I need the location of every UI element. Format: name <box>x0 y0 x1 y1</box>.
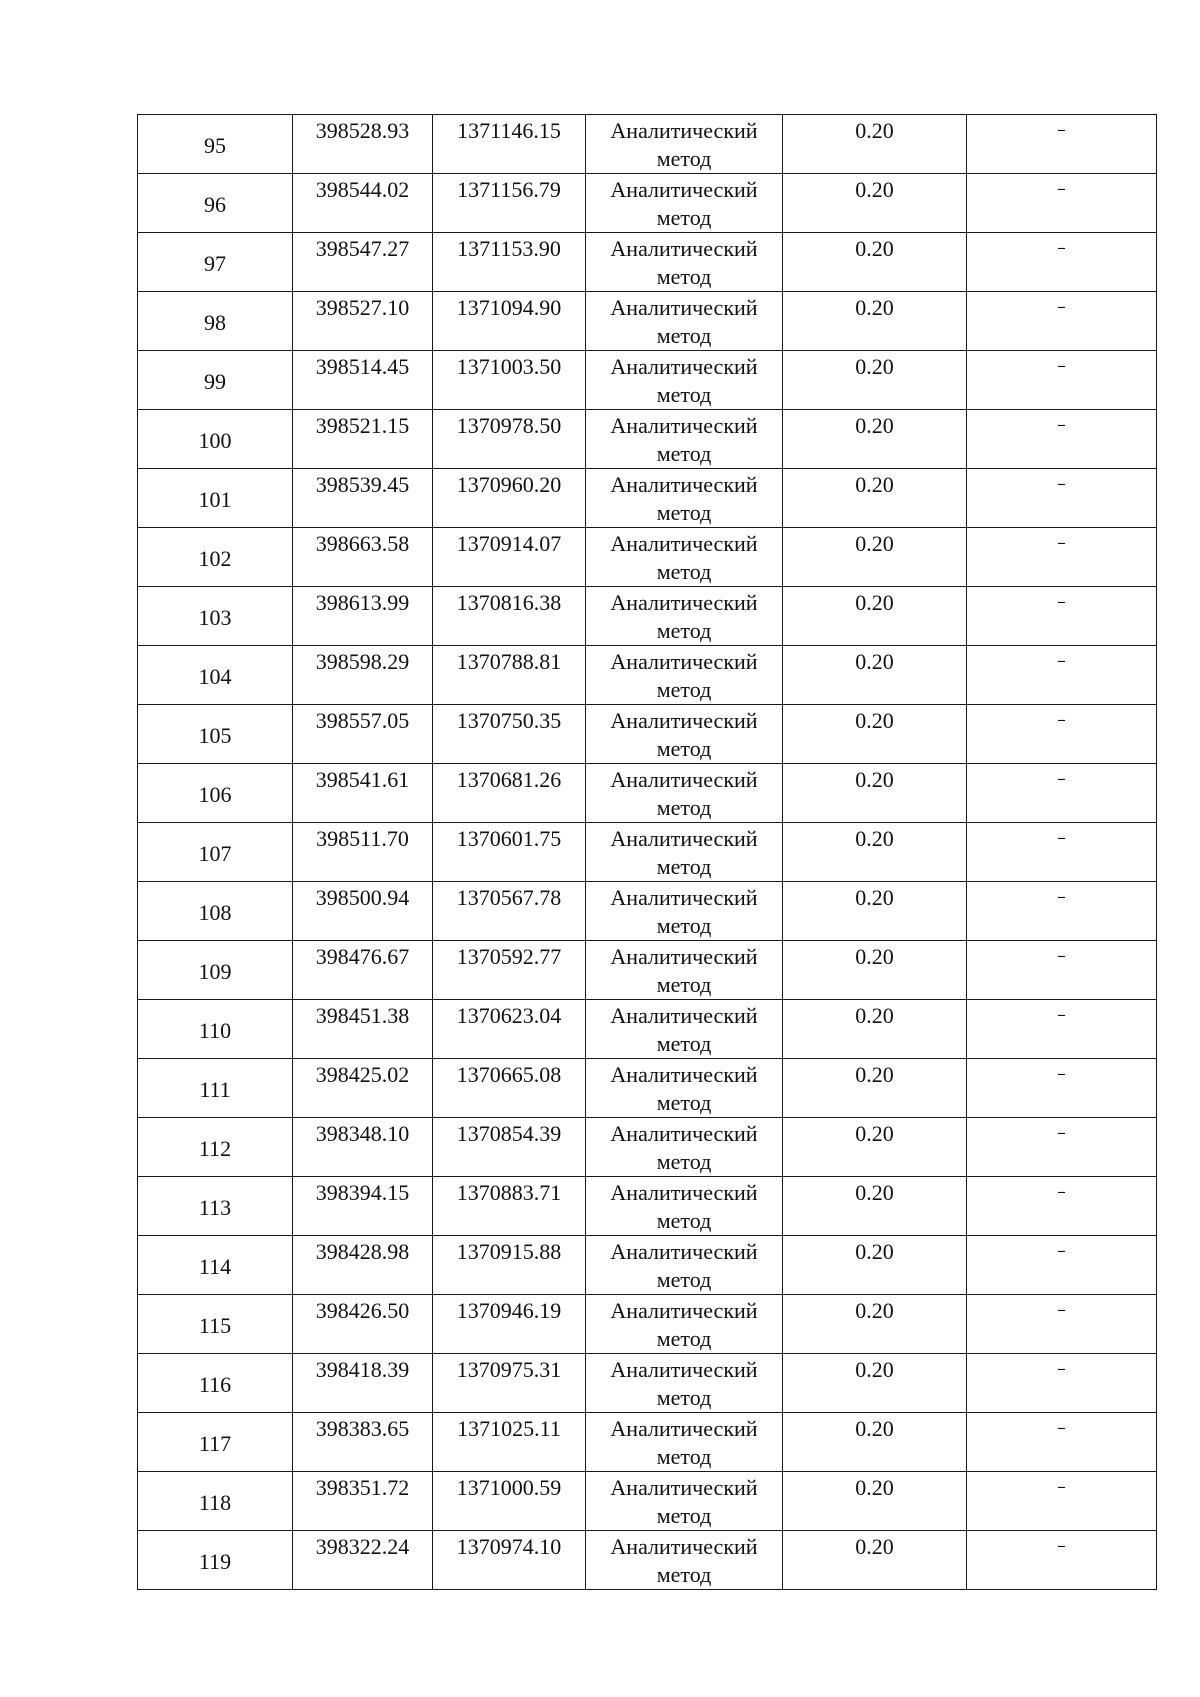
point-number-cell: 112 <box>138 1118 293 1177</box>
note-dash-cell: – <box>967 351 1157 410</box>
accuracy-cell: 0.20 <box>783 292 967 351</box>
method-cell <box>586 233 783 292</box>
table-row <box>138 1059 1157 1118</box>
y-coordinate-cell: 1370750.35 <box>433 705 586 764</box>
table-row <box>138 528 1157 587</box>
x-coordinate-cell: 398514.45 <box>293 351 433 410</box>
note-dash-cell: – <box>967 410 1157 469</box>
note-dash-cell: – <box>967 823 1157 882</box>
note-dash-cell: – <box>967 1413 1157 1472</box>
point-number-cell: 100 <box>138 410 293 469</box>
point-number-cell: 106 <box>138 764 293 823</box>
table-row <box>138 1177 1157 1236</box>
x-coordinate-cell: 398527.10 <box>293 292 433 351</box>
point-number-cell: 109 <box>138 941 293 1000</box>
note-dash-cell: – <box>967 1295 1157 1354</box>
table-row <box>138 705 1157 764</box>
method-cell <box>586 351 783 410</box>
method-text: Аналитический метод <box>610 1416 758 1469</box>
y-coordinate-cell: 1370914.07 <box>433 528 586 587</box>
y-coordinate-cell: 1370665.08 <box>433 1059 586 1118</box>
accuracy-cell: 0.20 <box>783 1472 967 1531</box>
method-cell <box>586 115 783 174</box>
method-text: Аналитический метод <box>610 1239 758 1292</box>
x-coordinate-cell: 398476.67 <box>293 941 433 1000</box>
x-coordinate-cell: 398521.15 <box>293 410 433 469</box>
accuracy-cell: 0.20 <box>783 1413 967 1472</box>
accuracy-cell: 0.20 <box>783 941 967 1000</box>
point-number-cell: 103 <box>138 587 293 646</box>
x-coordinate-cell: 398663.58 <box>293 528 433 587</box>
x-coordinate-cell: 398383.65 <box>293 1413 433 1472</box>
y-coordinate-cell: 1370974.10 <box>433 1531 586 1590</box>
x-coordinate-cell: 398500.94 <box>293 882 433 941</box>
method-text: Аналитический метод <box>610 1534 758 1587</box>
accuracy-cell: 0.20 <box>783 410 967 469</box>
note-dash-cell: – <box>967 1472 1157 1531</box>
point-number-cell: 115 <box>138 1295 293 1354</box>
accuracy-cell: 0.20 <box>783 823 967 882</box>
y-coordinate-cell: 1371025.11 <box>433 1413 586 1472</box>
note-dash-cell: – <box>967 469 1157 528</box>
point-number-cell: 99 <box>138 351 293 410</box>
note-dash-cell: – <box>967 1059 1157 1118</box>
point-number-cell: 117 <box>138 1413 293 1472</box>
method-cell <box>586 882 783 941</box>
table-row <box>138 292 1157 351</box>
y-coordinate-cell: 1371156.79 <box>433 174 586 233</box>
y-coordinate-cell: 1371153.90 <box>433 233 586 292</box>
x-coordinate-cell: 398418.39 <box>293 1354 433 1413</box>
note-dash-cell: – <box>967 646 1157 705</box>
point-number-cell: 113 <box>138 1177 293 1236</box>
y-coordinate-cell: 1370975.31 <box>433 1354 586 1413</box>
y-coordinate-cell: 1370681.26 <box>433 764 586 823</box>
x-coordinate-cell: 398394.15 <box>293 1177 433 1236</box>
note-dash-cell: – <box>967 1177 1157 1236</box>
table-row <box>138 823 1157 882</box>
x-coordinate-cell: 398613.99 <box>293 587 433 646</box>
method-cell <box>586 174 783 233</box>
method-cell <box>586 1118 783 1177</box>
y-coordinate-cell: 1370854.39 <box>433 1118 586 1177</box>
method-cell <box>586 1413 783 1472</box>
table-row <box>138 469 1157 528</box>
table-row <box>138 941 1157 1000</box>
accuracy-cell: 0.20 <box>783 1177 967 1236</box>
note-dash-cell: – <box>967 233 1157 292</box>
y-coordinate-cell: 1370960.20 <box>433 469 586 528</box>
table-row <box>138 1236 1157 1295</box>
y-coordinate-cell: 1370915.88 <box>433 1236 586 1295</box>
x-coordinate-cell: 398547.27 <box>293 233 433 292</box>
accuracy-cell: 0.20 <box>783 174 967 233</box>
method-cell <box>586 1354 783 1413</box>
accuracy-cell: 0.20 <box>783 646 967 705</box>
accuracy-cell: 0.20 <box>783 469 967 528</box>
note-dash-cell: – <box>967 174 1157 233</box>
coordinates-table-body <box>138 115 1157 1590</box>
x-coordinate-cell: 398428.98 <box>293 1236 433 1295</box>
point-number-cell: 107 <box>138 823 293 882</box>
accuracy-cell: 0.20 <box>783 351 967 410</box>
point-number-cell: 95 <box>138 115 293 174</box>
table-row <box>138 1531 1157 1590</box>
method-text: Аналитический метод <box>610 944 758 997</box>
method-text: Аналитический метод <box>610 1298 758 1351</box>
method-text: Аналитический метод <box>610 118 758 171</box>
method-text: Аналитический метод <box>610 472 758 525</box>
point-number-cell: 116 <box>138 1354 293 1413</box>
point-number-cell: 111 <box>138 1059 293 1118</box>
table-row <box>138 1354 1157 1413</box>
note-dash-cell: – <box>967 1531 1157 1590</box>
x-coordinate-cell: 398348.10 <box>293 1118 433 1177</box>
table-row <box>138 882 1157 941</box>
table-row <box>138 587 1157 646</box>
method-text: Аналитический метод <box>610 531 758 584</box>
table-row <box>138 410 1157 469</box>
y-coordinate-cell: 1370946.19 <box>433 1295 586 1354</box>
note-dash-cell: – <box>967 292 1157 351</box>
note-dash-cell: – <box>967 115 1157 174</box>
x-coordinate-cell: 398425.02 <box>293 1059 433 1118</box>
table-row <box>138 764 1157 823</box>
method-text: Аналитический метод <box>610 1121 758 1174</box>
method-text: Аналитический метод <box>610 295 758 348</box>
method-cell <box>586 1236 783 1295</box>
y-coordinate-cell: 1370592.77 <box>433 941 586 1000</box>
method-text: Аналитический метод <box>610 236 758 289</box>
method-cell <box>586 705 783 764</box>
x-coordinate-cell: 398511.70 <box>293 823 433 882</box>
accuracy-cell: 0.20 <box>783 233 967 292</box>
note-dash-cell: – <box>967 587 1157 646</box>
point-number-cell: 98 <box>138 292 293 351</box>
method-cell <box>586 1295 783 1354</box>
table-row <box>138 115 1157 174</box>
x-coordinate-cell: 398539.45 <box>293 469 433 528</box>
point-number-cell: 97 <box>138 233 293 292</box>
method-cell <box>586 764 783 823</box>
method-text: Аналитический метод <box>610 1003 758 1056</box>
method-cell <box>586 587 783 646</box>
y-coordinate-cell: 1370883.71 <box>433 1177 586 1236</box>
y-coordinate-cell: 1370788.81 <box>433 646 586 705</box>
note-dash-cell: – <box>967 1236 1157 1295</box>
table-row <box>138 174 1157 233</box>
y-coordinate-cell: 1370978.50 <box>433 410 586 469</box>
note-dash-cell: – <box>967 1354 1157 1413</box>
note-dash-cell: – <box>967 1000 1157 1059</box>
y-coordinate-cell: 1370567.78 <box>433 882 586 941</box>
accuracy-cell: 0.20 <box>783 1000 967 1059</box>
accuracy-cell: 0.20 <box>783 587 967 646</box>
x-coordinate-cell: 398557.05 <box>293 705 433 764</box>
method-cell <box>586 1000 783 1059</box>
method-cell <box>586 1059 783 1118</box>
point-number-cell: 102 <box>138 528 293 587</box>
x-coordinate-cell: 398451.38 <box>293 1000 433 1059</box>
y-coordinate-cell: 1371000.59 <box>433 1472 586 1531</box>
method-text: Аналитический метод <box>610 826 758 879</box>
accuracy-cell: 0.20 <box>783 1354 967 1413</box>
accuracy-cell: 0.20 <box>783 705 967 764</box>
point-number-cell: 110 <box>138 1000 293 1059</box>
point-number-cell: 114 <box>138 1236 293 1295</box>
point-number-cell: 119 <box>138 1531 293 1590</box>
point-number-cell: 108 <box>138 882 293 941</box>
method-cell <box>586 941 783 1000</box>
note-dash-cell: – <box>967 941 1157 1000</box>
x-coordinate-cell: 398528.93 <box>293 115 433 174</box>
method-text: Аналитический метод <box>610 413 758 466</box>
y-coordinate-cell: 1370816.38 <box>433 587 586 646</box>
x-coordinate-cell: 398541.61 <box>293 764 433 823</box>
table-row <box>138 1000 1157 1059</box>
y-coordinate-cell: 1371003.50 <box>433 351 586 410</box>
point-number-cell: 104 <box>138 646 293 705</box>
accuracy-cell: 0.20 <box>783 1059 967 1118</box>
table-row <box>138 1295 1157 1354</box>
x-coordinate-cell: 398351.72 <box>293 1472 433 1531</box>
method-cell <box>586 1531 783 1590</box>
method-text: Аналитический метод <box>610 767 758 820</box>
accuracy-cell: 0.20 <box>783 115 967 174</box>
table-row <box>138 351 1157 410</box>
method-text: Аналитический метод <box>610 1475 758 1528</box>
method-cell <box>586 823 783 882</box>
method-cell <box>586 1177 783 1236</box>
method-cell <box>586 469 783 528</box>
method-text: Аналитический метод <box>610 177 758 230</box>
method-text: Аналитический метод <box>610 590 758 643</box>
point-number-cell: 101 <box>138 469 293 528</box>
accuracy-cell: 0.20 <box>783 1118 967 1177</box>
method-cell <box>586 528 783 587</box>
method-text: Аналитический метод <box>610 354 758 407</box>
note-dash-cell: – <box>967 528 1157 587</box>
table-row <box>138 646 1157 705</box>
note-dash-cell: – <box>967 1118 1157 1177</box>
method-text: Аналитический метод <box>610 1180 758 1233</box>
table-row <box>138 1118 1157 1177</box>
method-cell <box>586 646 783 705</box>
accuracy-cell: 0.20 <box>783 1295 967 1354</box>
note-dash-cell: – <box>967 705 1157 764</box>
accuracy-cell: 0.20 <box>783 1236 967 1295</box>
table-row <box>138 1472 1157 1531</box>
table-row <box>138 233 1157 292</box>
coordinates-table <box>137 114 1157 1590</box>
y-coordinate-cell: 1370601.75 <box>433 823 586 882</box>
y-coordinate-cell: 1371146.15 <box>433 115 586 174</box>
method-cell <box>586 1472 783 1531</box>
accuracy-cell: 0.20 <box>783 764 967 823</box>
x-coordinate-cell: 398426.50 <box>293 1295 433 1354</box>
accuracy-cell: 0.20 <box>783 882 967 941</box>
accuracy-cell: 0.20 <box>783 1531 967 1590</box>
method-cell <box>586 410 783 469</box>
note-dash-cell: – <box>967 764 1157 823</box>
method-text: Аналитический метод <box>610 885 758 938</box>
x-coordinate-cell: 398598.29 <box>293 646 433 705</box>
table-row <box>138 1413 1157 1472</box>
x-coordinate-cell: 398322.24 <box>293 1531 433 1590</box>
y-coordinate-cell: 1370623.04 <box>433 1000 586 1059</box>
point-number-cell: 96 <box>138 174 293 233</box>
y-coordinate-cell: 1371094.90 <box>433 292 586 351</box>
method-text: Аналитический метод <box>610 649 758 702</box>
method-text: Аналитический метод <box>610 1357 758 1410</box>
point-number-cell: 118 <box>138 1472 293 1531</box>
x-coordinate-cell: 398544.02 <box>293 174 433 233</box>
note-dash-cell: – <box>967 882 1157 941</box>
method-text: Аналитический метод <box>610 708 758 761</box>
method-cell <box>586 292 783 351</box>
accuracy-cell: 0.20 <box>783 528 967 587</box>
point-number-cell: 105 <box>138 705 293 764</box>
method-text: Аналитический метод <box>610 1062 758 1115</box>
